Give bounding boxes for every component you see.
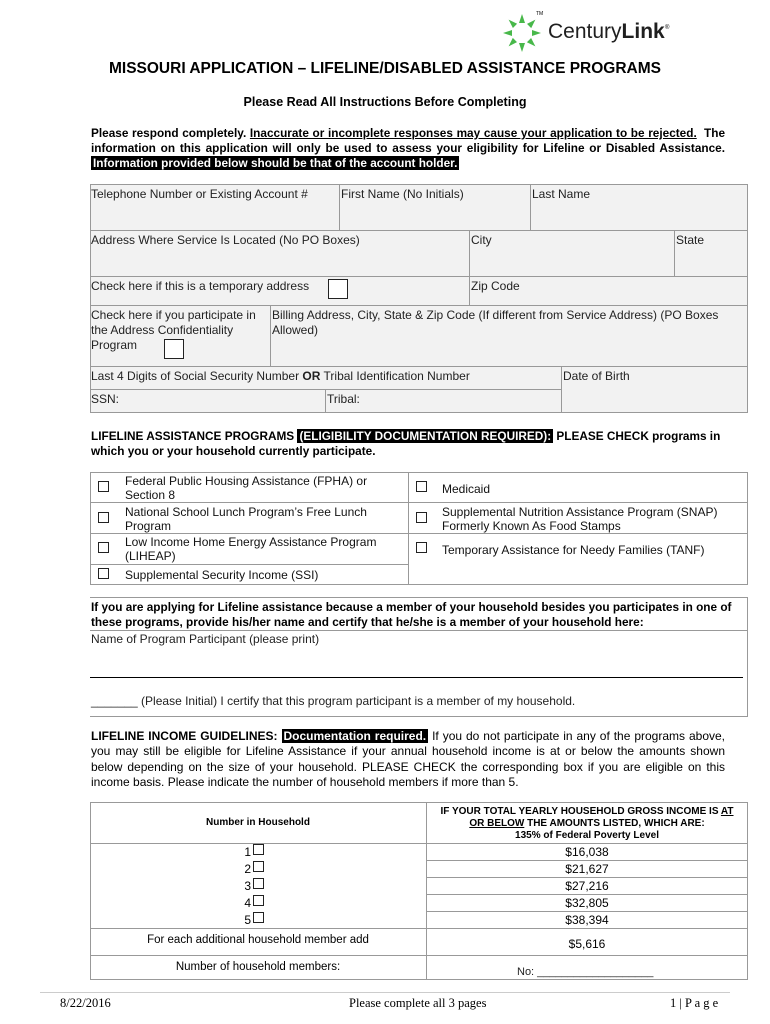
- income-amount: $16,038: [565, 845, 609, 859]
- confidentiality-label: Check here if you participate in the Address Confidentiality Program: [91, 308, 256, 352]
- income-amount: $27,216: [565, 879, 609, 893]
- phone-field[interactable]: Telephone Number or Existing Account #: [91, 187, 308, 201]
- fpha-label: Federal Public Housing Assistance (FPHA) or Section 8: [125, 474, 368, 502]
- intro-paragraph: Please respond completely. Inaccurate or incomplete responses may cause your application to be rejected. The information on this application will only be used to assess your eligibility for Lifeline or Disabled Assistance. Information provided below should be that of the account holder.: [91, 126, 726, 170]
- centurylink-logo-icon: [500, 11, 544, 55]
- household-4-checkbox[interactable]: [253, 895, 264, 906]
- temporary-address-checkbox[interactable]: [328, 279, 348, 299]
- lifeline-programs-heading: LIFELINE ASSISTANCE PROGRAMS (ELIGIBILITY DOCUMENTATION REQUIRED): PLEASE CHECK programs in which you or your household currently participate.: [91, 429, 721, 458]
- household-number: 3: [244, 879, 251, 893]
- school-lunch-label: National School Lunch Program’s Free Lunch Program: [125, 505, 367, 533]
- participant-name-field[interactable]: Name of Program Participant (please print): [91, 632, 320, 646]
- income-amount: $21,627: [565, 862, 609, 876]
- date-of-birth-field[interactable]: Date of Birth: [563, 369, 630, 383]
- medicaid-checkbox[interactable]: [416, 481, 427, 492]
- last-name-field[interactable]: Last Name: [532, 187, 591, 201]
- state-field[interactable]: State: [676, 233, 705, 247]
- snap-checkbox[interactable]: [416, 512, 427, 523]
- liheap-checkbox[interactable]: [98, 542, 109, 553]
- trademark-mark: TM: [536, 11, 544, 17]
- first-name-field[interactable]: First Name (No Initials): [341, 187, 464, 201]
- school-lunch-checkbox[interactable]: [98, 512, 109, 523]
- tanf-label: Temporary Assistance for Needy Families (TANF): [442, 543, 705, 557]
- household-count-header: Number in Household: [206, 817, 310, 828]
- city-field[interactable]: City: [471, 233, 492, 247]
- household-2-checkbox[interactable]: [253, 861, 264, 872]
- footer-page-number: 1 | P a g e: [670, 996, 719, 1010]
- tanf-checkbox[interactable]: [416, 542, 427, 553]
- additional-member-label: For each additional household member add: [147, 934, 369, 946]
- snap-label: Supplemental Nutrition Assistance Program (SNAP) Formerly Known As Food Stamps: [442, 505, 718, 533]
- household-members-label: Number of household members:: [175, 961, 341, 973]
- footer-date: 8/22/2016: [60, 996, 111, 1010]
- registered-mark: ®: [665, 25, 670, 31]
- brand-name: CenturyLink: [548, 20, 665, 43]
- household-number: 5: [244, 913, 251, 927]
- household-1-checkbox[interactable]: [253, 844, 264, 855]
- service-address-field[interactable]: Address Where Service Is Located (No PO Boxes): [91, 233, 360, 247]
- ssi-label: Supplemental Security Income (SSI): [125, 568, 319, 582]
- page-title: MISSOURI APPLICATION – LIFELINE/DISABLED ASSISTANCE PROGRAMS: [108, 60, 661, 77]
- household-number: 1: [244, 845, 251, 859]
- income-threshold-header: IF YOUR TOTAL YEARLY HOUSEHOLD GROSS INCOME IS AT OR BELOW THE AMOUNTS LISTED, WHICH ARE: 135% of Federal Poverty Level: [440, 806, 734, 841]
- income-amount: $32,805: [565, 896, 609, 910]
- household-number: 2: [244, 862, 251, 876]
- billing-address-field[interactable]: Billing Address, City, State & Zip Code (If different from Service Address) (PO Boxes Allowed): [272, 308, 719, 337]
- ssn-tribal-label: Last 4 Digits of Social Security Number OR Tribal Identification Number: [91, 369, 470, 383]
- ssi-checkbox[interactable]: [98, 568, 109, 579]
- income-guidelines-text: LIFELINE INCOME GUIDELINES: Documentation required. If you do not participate in any of the programs above, you may still be eligible for Lifeline Assistance if your annual household income is at or below the amounts shown below depending on the size of your household. PLEASE CHECK the corresponding box if you are eligible on this income basis. Please indicate the number of household members if more than 5.: [91, 729, 725, 789]
- additional-member-amount: $5,616: [568, 937, 606, 951]
- fpha-checkbox[interactable]: [98, 481, 109, 492]
- zip-code-field[interactable]: Zip Code: [471, 279, 520, 293]
- confidentiality-checkbox[interactable]: [164, 339, 184, 359]
- household-5-checkbox[interactable]: [253, 912, 264, 923]
- footer-note: Please complete all 3 pages: [349, 996, 487, 1010]
- ssn-field[interactable]: SSN:: [91, 392, 120, 406]
- liheap-label: Low Income Home Energy Assistance Program (LIHEAP): [125, 535, 377, 563]
- temporary-address-label: Check here if this is a temporary address: [91, 279, 310, 293]
- page-subtitle: Please Read All Instructions Before Completing: [243, 95, 527, 109]
- participant-heading: If you are applying for Lifeline assistance because a member of your household besides you participates in one of these programs, provide his/her name and certify that he/she is a member of your household here:: [91, 600, 732, 629]
- tribal-field[interactable]: Tribal:: [327, 392, 360, 406]
- household-3-checkbox[interactable]: [253, 878, 264, 889]
- household-members-no-field[interactable]: No: ___________________: [517, 966, 654, 978]
- income-amount: $38,394: [565, 913, 609, 927]
- participant-certify-initial[interactable]: _______ (Please Initial) I certify that this program participant is a member of my household.: [91, 694, 576, 708]
- household-number: 4: [244, 896, 251, 910]
- medicaid-label: Medicaid: [442, 482, 491, 496]
- centurylink-logo: [500, 11, 680, 55]
